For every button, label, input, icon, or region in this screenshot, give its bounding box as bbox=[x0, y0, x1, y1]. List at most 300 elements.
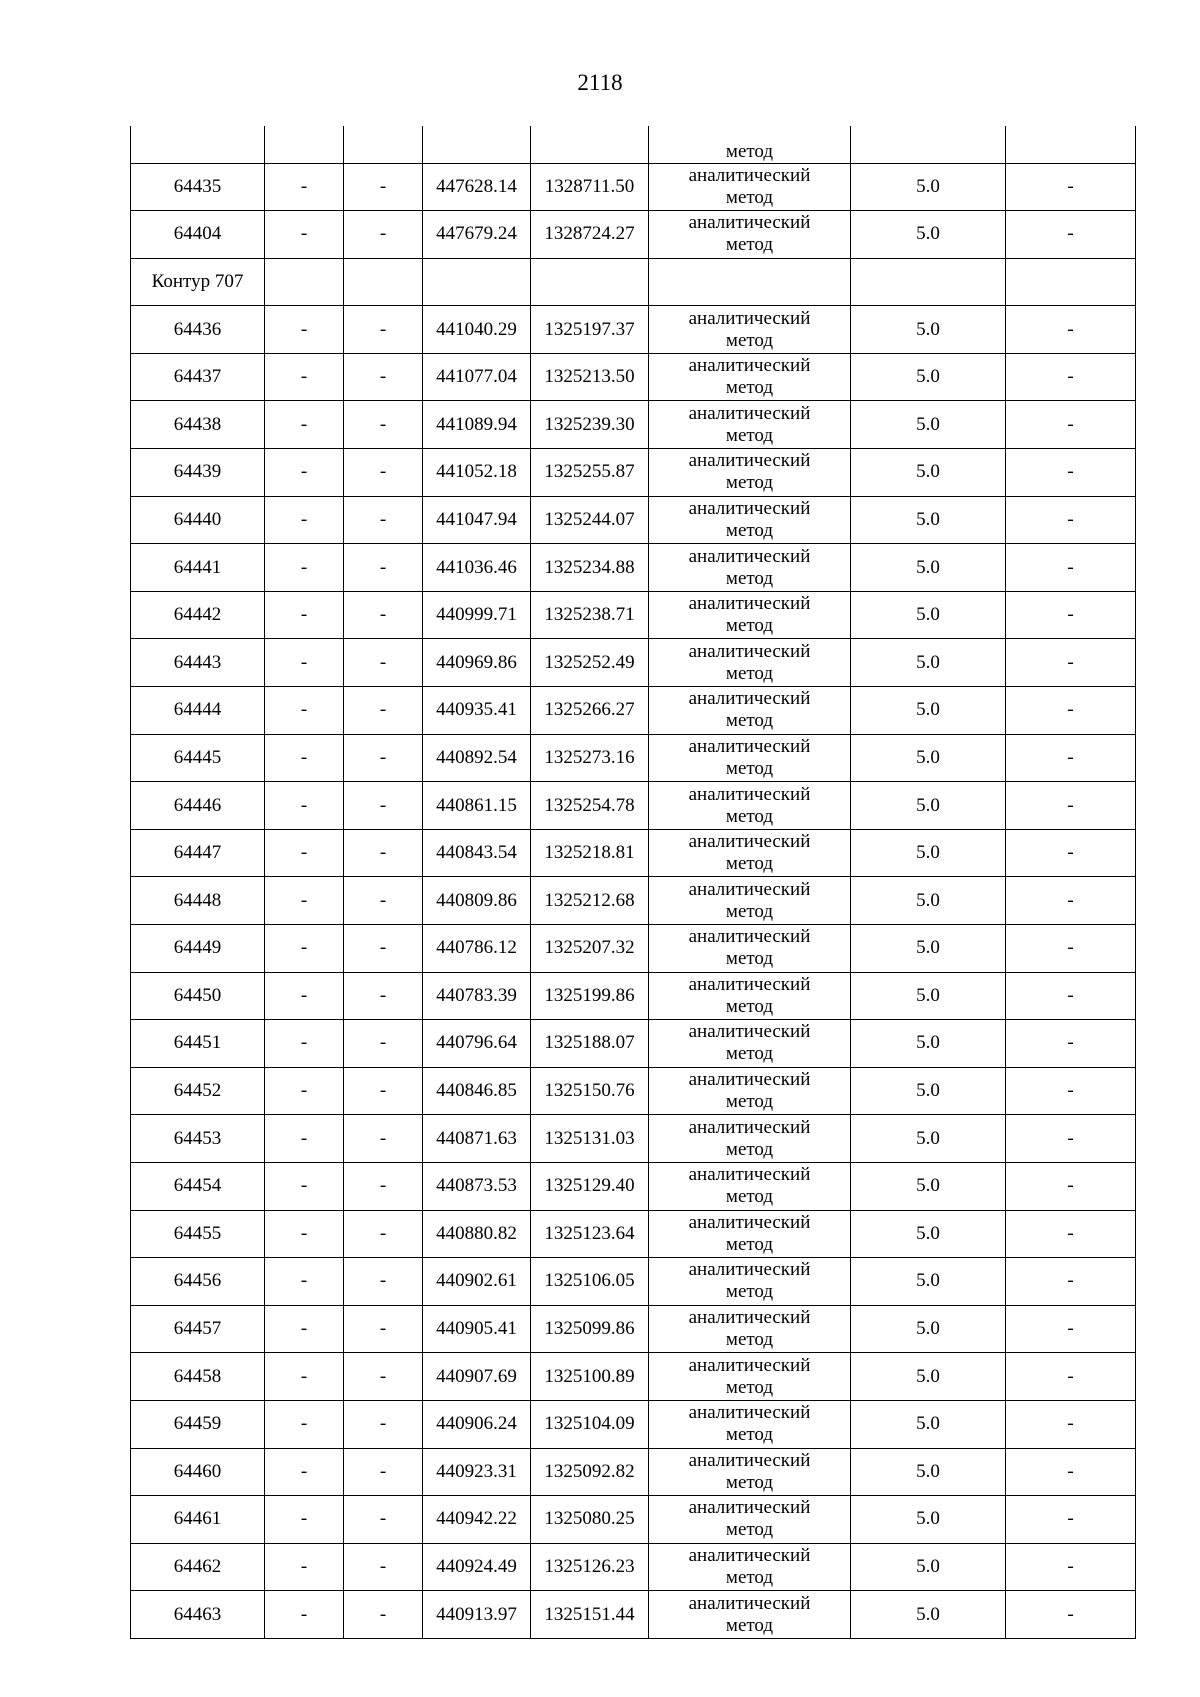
x-coordinate-cell: 440935.41 bbox=[423, 687, 531, 735]
table-cell: - bbox=[265, 1400, 344, 1448]
point-id-cell: 64461 bbox=[131, 1496, 265, 1544]
method-cell bbox=[649, 1210, 851, 1258]
x-coordinate-cell: 440871.63 bbox=[423, 1115, 531, 1163]
table-cell: - bbox=[344, 496, 423, 544]
method-line-2: метод bbox=[725, 615, 774, 637]
method-line-1: аналитический bbox=[688, 1592, 811, 1614]
table-row bbox=[131, 1020, 1136, 1068]
table-cell: - bbox=[265, 544, 344, 592]
y-coordinate-cell: 1325239.30 bbox=[531, 401, 649, 449]
table-cell bbox=[649, 258, 851, 306]
x-coordinate-cell: 447679.24 bbox=[423, 211, 531, 259]
y-coordinate-cell: 1325150.76 bbox=[531, 1067, 649, 1115]
x-coordinate-cell: 440924.49 bbox=[423, 1543, 531, 1591]
table-cell: - bbox=[344, 1543, 423, 1591]
method-line-2: метод bbox=[725, 757, 774, 779]
method-line-1: аналитический bbox=[688, 1449, 811, 1471]
table-cell: - bbox=[1006, 1496, 1136, 1544]
table-cell: - bbox=[265, 401, 344, 449]
table-cell: - bbox=[265, 972, 344, 1020]
table-cell: - bbox=[265, 1591, 344, 1639]
table-cell: - bbox=[344, 877, 423, 925]
table-cell: - bbox=[344, 544, 423, 592]
y-coordinate-cell: 1325199.86 bbox=[531, 972, 649, 1020]
table-cell bbox=[344, 126, 423, 163]
x-coordinate-cell: 440846.85 bbox=[423, 1067, 531, 1115]
method-line-1: аналитический bbox=[688, 1211, 811, 1233]
precision-cell: 5.0 bbox=[851, 877, 1006, 925]
method-line-2: метод bbox=[725, 1329, 774, 1351]
x-coordinate-cell: 440809.86 bbox=[423, 877, 531, 925]
table-row bbox=[131, 496, 1136, 544]
method-cell bbox=[649, 925, 851, 973]
y-coordinate-cell: 1325254.78 bbox=[531, 782, 649, 830]
precision-cell: 5.0 bbox=[851, 1305, 1006, 1353]
table-cell: - bbox=[1006, 1020, 1136, 1068]
x-coordinate-cell: 441077.04 bbox=[423, 353, 531, 401]
table-cell: - bbox=[344, 972, 423, 1020]
method-line-1: аналитический bbox=[688, 450, 811, 472]
table-cell bbox=[1006, 258, 1136, 306]
y-coordinate-cell: 1325100.89 bbox=[531, 1353, 649, 1401]
method-line-2: метод bbox=[725, 1281, 774, 1303]
table-cell: - bbox=[344, 591, 423, 639]
y-coordinate-cell: 1325218.81 bbox=[531, 829, 649, 877]
method-line-2: метод bbox=[725, 1091, 774, 1113]
table-row bbox=[131, 1400, 1136, 1448]
x-coordinate-cell: 441040.29 bbox=[423, 306, 531, 354]
table-cell: - bbox=[344, 163, 423, 211]
method-cell bbox=[649, 1162, 851, 1210]
method-line-1: аналитический bbox=[688, 355, 811, 377]
precision-cell: 5.0 bbox=[851, 1210, 1006, 1258]
method-line-2: метод bbox=[725, 519, 774, 541]
table-cell: - bbox=[265, 449, 344, 497]
table-cell: - bbox=[1006, 1305, 1136, 1353]
method-cell bbox=[649, 544, 851, 592]
precision-cell: 5.0 bbox=[851, 163, 1006, 211]
table-cell: - bbox=[1006, 1067, 1136, 1115]
y-coordinate-cell: 1325188.07 bbox=[531, 1020, 649, 1068]
method-line-2: метод bbox=[725, 1614, 774, 1636]
table-row bbox=[131, 925, 1136, 973]
point-id-cell: 64435 bbox=[131, 163, 265, 211]
method-line-1: аналитический bbox=[688, 783, 811, 805]
method-line-2: метод bbox=[725, 853, 774, 875]
table-cell: - bbox=[1006, 1353, 1136, 1401]
y-coordinate-cell: 1325151.44 bbox=[531, 1591, 649, 1639]
method-line-2: метод bbox=[725, 662, 774, 684]
x-coordinate-cell: 441089.94 bbox=[423, 401, 531, 449]
table-row bbox=[131, 1448, 1136, 1496]
table-cell: - bbox=[1006, 496, 1136, 544]
x-coordinate-cell: 440880.82 bbox=[423, 1210, 531, 1258]
x-coordinate-cell: 440906.24 bbox=[423, 1400, 531, 1448]
method-line-1: аналитический bbox=[688, 307, 811, 329]
table-cell: - bbox=[265, 782, 344, 830]
method-line-2: метод bbox=[725, 1186, 774, 1208]
table-cell: - bbox=[344, 1353, 423, 1401]
table-row bbox=[131, 353, 1136, 401]
method-cell bbox=[649, 1543, 851, 1591]
y-coordinate-cell: 1325129.40 bbox=[531, 1162, 649, 1210]
y-coordinate-cell: 1325099.86 bbox=[531, 1305, 649, 1353]
method-cell bbox=[649, 353, 851, 401]
x-coordinate-cell: 441036.46 bbox=[423, 544, 531, 592]
method-cell bbox=[649, 1020, 851, 1068]
y-coordinate-cell: 1325238.71 bbox=[531, 591, 649, 639]
table-cell bbox=[423, 126, 531, 163]
table-cell: - bbox=[265, 687, 344, 735]
point-id-cell: 64444 bbox=[131, 687, 265, 735]
table-body bbox=[131, 126, 1136, 1638]
x-coordinate-cell: 440942.22 bbox=[423, 1496, 531, 1544]
table-row bbox=[131, 211, 1136, 259]
precision-cell: 5.0 bbox=[851, 1162, 1006, 1210]
table-cell: - bbox=[265, 496, 344, 544]
table-row bbox=[131, 306, 1136, 354]
method-line-1: аналитический bbox=[688, 1021, 811, 1043]
table-cell: - bbox=[1006, 1400, 1136, 1448]
method-line-1: аналитический bbox=[688, 1402, 811, 1424]
y-coordinate-cell: 1325123.64 bbox=[531, 1210, 649, 1258]
method-cell bbox=[649, 591, 851, 639]
method-cell bbox=[649, 972, 851, 1020]
method-line-1: аналитический bbox=[688, 1307, 811, 1329]
method-line-1: аналитический bbox=[688, 545, 811, 567]
precision-cell: 5.0 bbox=[851, 972, 1006, 1020]
method-line-2: метод bbox=[725, 1424, 774, 1446]
x-coordinate-cell: 440873.53 bbox=[423, 1162, 531, 1210]
method-line-1: аналитический bbox=[688, 593, 811, 615]
table-cell: - bbox=[344, 1400, 423, 1448]
point-id-cell: 64404 bbox=[131, 211, 265, 259]
point-id-cell: 64443 bbox=[131, 639, 265, 687]
table-cell: - bbox=[344, 1020, 423, 1068]
method-line-2: метод bbox=[725, 1043, 774, 1065]
method-line-2: метод bbox=[725, 186, 774, 208]
y-coordinate-cell: 1325255.87 bbox=[531, 449, 649, 497]
table-cell: - bbox=[265, 1353, 344, 1401]
point-id-cell: 64451 bbox=[131, 1020, 265, 1068]
y-coordinate-cell: 1325266.27 bbox=[531, 687, 649, 735]
table-cell: - bbox=[1006, 353, 1136, 401]
table-cell: - bbox=[1006, 687, 1136, 735]
table-cell: - bbox=[265, 829, 344, 877]
table-cell: - bbox=[1006, 591, 1136, 639]
method-line-1: аналитический bbox=[688, 973, 811, 995]
table-cell: - bbox=[1006, 306, 1136, 354]
y-coordinate-cell: 1325207.32 bbox=[531, 925, 649, 973]
precision-cell: 5.0 bbox=[851, 925, 1006, 973]
x-coordinate-cell: 440902.61 bbox=[423, 1258, 531, 1306]
table-cell bbox=[265, 126, 344, 163]
table-cell: - bbox=[1006, 877, 1136, 925]
method-line-1: аналитический bbox=[688, 1069, 811, 1091]
x-coordinate-cell: 441052.18 bbox=[423, 449, 531, 497]
method-line-2: метод bbox=[725, 377, 774, 399]
point-id-cell: 64442 bbox=[131, 591, 265, 639]
precision-cell: 5.0 bbox=[851, 1543, 1006, 1591]
contour-label: Контур 707 bbox=[131, 258, 265, 306]
precision-cell: 5.0 bbox=[851, 1400, 1006, 1448]
y-coordinate-cell: 1325197.37 bbox=[531, 306, 649, 354]
table-row bbox=[131, 782, 1136, 830]
y-coordinate-cell: 1325212.68 bbox=[531, 877, 649, 925]
point-id-cell: 64439 bbox=[131, 449, 265, 497]
table-row bbox=[131, 1543, 1136, 1591]
table-cell: - bbox=[265, 734, 344, 782]
table-cell: - bbox=[1006, 1258, 1136, 1306]
table-cell: - bbox=[265, 1115, 344, 1163]
table-row bbox=[131, 1162, 1136, 1210]
y-coordinate-cell: 1325104.09 bbox=[531, 1400, 649, 1448]
method-line-2: метод bbox=[725, 805, 774, 827]
table-cell: - bbox=[1006, 1448, 1136, 1496]
precision-cell: 5.0 bbox=[851, 1067, 1006, 1115]
point-id-cell: 64437 bbox=[131, 353, 265, 401]
table-row bbox=[131, 1258, 1136, 1306]
point-id-cell: 64447 bbox=[131, 829, 265, 877]
method-cell bbox=[649, 1496, 851, 1544]
method-line-2: метод bbox=[725, 948, 774, 970]
y-coordinate-cell: 1328724.27 bbox=[531, 211, 649, 259]
method-line-2: метод bbox=[725, 1376, 774, 1398]
method-line-1: аналитический bbox=[688, 1354, 811, 1376]
table-cell: - bbox=[344, 1305, 423, 1353]
point-id-cell: 64440 bbox=[131, 496, 265, 544]
method-line-1: аналитический bbox=[688, 164, 811, 186]
table-cell: - bbox=[265, 1162, 344, 1210]
point-id-cell: 64457 bbox=[131, 1305, 265, 1353]
point-id-cell: 64441 bbox=[131, 544, 265, 592]
table-cell: - bbox=[1006, 1162, 1136, 1210]
table-cell: - bbox=[265, 211, 344, 259]
table-cell: - bbox=[265, 1020, 344, 1068]
table-row bbox=[131, 829, 1136, 877]
table-cell bbox=[851, 126, 1006, 163]
method-line-2: метод bbox=[725, 234, 774, 256]
y-coordinate-cell: 1325252.49 bbox=[531, 639, 649, 687]
table-cell: - bbox=[265, 353, 344, 401]
method-line-2: метод bbox=[725, 472, 774, 494]
method-line-1: аналитический bbox=[688, 497, 811, 519]
point-id-cell: 64458 bbox=[131, 1353, 265, 1401]
point-id-cell: 64436 bbox=[131, 306, 265, 354]
method-cell bbox=[649, 1305, 851, 1353]
method-line-1: аналитический bbox=[688, 212, 811, 234]
point-id-cell: 64449 bbox=[131, 925, 265, 973]
table-row bbox=[131, 877, 1136, 925]
table-cell bbox=[423, 258, 531, 306]
method-line-2: метод bbox=[725, 1567, 774, 1589]
method-cell bbox=[649, 496, 851, 544]
table-cell bbox=[851, 258, 1006, 306]
method-line-2: метод bbox=[725, 710, 774, 732]
x-coordinate-cell: 440783.39 bbox=[423, 972, 531, 1020]
table-cell: - bbox=[1006, 401, 1136, 449]
table-row bbox=[131, 1353, 1136, 1401]
precision-cell: 5.0 bbox=[851, 1258, 1006, 1306]
x-coordinate-cell: 440892.54 bbox=[423, 734, 531, 782]
method-cell bbox=[649, 163, 851, 211]
table-cell: - bbox=[265, 1258, 344, 1306]
precision-cell: 5.0 bbox=[851, 782, 1006, 830]
table-cell bbox=[1006, 126, 1136, 163]
y-coordinate-cell: 1325126.23 bbox=[531, 1543, 649, 1591]
table-row bbox=[131, 1210, 1136, 1258]
contour-row bbox=[131, 258, 1136, 306]
precision-cell: 5.0 bbox=[851, 353, 1006, 401]
table-row bbox=[131, 687, 1136, 735]
method-line-2: метод bbox=[725, 1233, 774, 1255]
table-cell: - bbox=[1006, 829, 1136, 877]
method-cell bbox=[649, 1353, 851, 1401]
table-cell: - bbox=[344, 829, 423, 877]
x-coordinate-cell: 440796.64 bbox=[423, 1020, 531, 1068]
table-row bbox=[131, 734, 1136, 782]
x-coordinate-cell: 447628.14 bbox=[423, 163, 531, 211]
table-row bbox=[131, 544, 1136, 592]
point-id-cell: 64438 bbox=[131, 401, 265, 449]
table-cell: - bbox=[1006, 449, 1136, 497]
precision-cell: 5.0 bbox=[851, 1353, 1006, 1401]
method-cell bbox=[649, 1258, 851, 1306]
continued-row bbox=[131, 126, 1136, 163]
method-line-1: аналитический bbox=[688, 688, 811, 710]
precision-cell: 5.0 bbox=[851, 1591, 1006, 1639]
table-cell: - bbox=[344, 782, 423, 830]
precision-cell: 5.0 bbox=[851, 544, 1006, 592]
table-row bbox=[131, 1591, 1136, 1639]
precision-cell: 5.0 bbox=[851, 1020, 1006, 1068]
method-line-2: метод bbox=[725, 900, 774, 922]
point-id-cell: 64459 bbox=[131, 1400, 265, 1448]
method-line-1: аналитический bbox=[688, 1259, 811, 1281]
method-line-2: метод bbox=[725, 995, 774, 1017]
table-cell: - bbox=[344, 211, 423, 259]
method-line-2: метод bbox=[725, 329, 774, 351]
table-cell: - bbox=[344, 687, 423, 735]
table-cell: - bbox=[265, 1496, 344, 1544]
precision-cell: 5.0 bbox=[851, 1115, 1006, 1163]
point-id-cell: 64455 bbox=[131, 1210, 265, 1258]
method-line-1: аналитический bbox=[688, 1116, 811, 1138]
method-line-1: аналитический bbox=[688, 1545, 811, 1567]
method-cell bbox=[649, 1067, 851, 1115]
method-cell bbox=[649, 1591, 851, 1639]
point-id-cell: 64454 bbox=[131, 1162, 265, 1210]
method-cell bbox=[649, 782, 851, 830]
point-id-cell: 64460 bbox=[131, 1448, 265, 1496]
precision-cell: 5.0 bbox=[851, 401, 1006, 449]
table-cell bbox=[531, 258, 649, 306]
method-line-1: аналитический bbox=[688, 831, 811, 853]
table-row bbox=[131, 1305, 1136, 1353]
table-row bbox=[131, 1067, 1136, 1115]
y-coordinate-cell: 1325080.25 bbox=[531, 1496, 649, 1544]
table-cell: - bbox=[344, 1448, 423, 1496]
y-coordinate-cell: 1325234.88 bbox=[531, 544, 649, 592]
precision-cell: 5.0 bbox=[851, 829, 1006, 877]
table-cell: - bbox=[265, 639, 344, 687]
table-row bbox=[131, 639, 1136, 687]
precision-cell: 5.0 bbox=[851, 306, 1006, 354]
y-coordinate-cell: 1325244.07 bbox=[531, 496, 649, 544]
point-id-cell: 64450 bbox=[131, 972, 265, 1020]
method-cell bbox=[649, 687, 851, 735]
method-cell: метод bbox=[649, 126, 851, 163]
point-id-cell: 64453 bbox=[131, 1115, 265, 1163]
table-cell: - bbox=[1006, 925, 1136, 973]
table-cell: - bbox=[344, 639, 423, 687]
table-cell: - bbox=[344, 925, 423, 973]
x-coordinate-cell: 440786.12 bbox=[423, 925, 531, 973]
table-cell: - bbox=[344, 1591, 423, 1639]
x-coordinate-cell: 440969.86 bbox=[423, 639, 531, 687]
x-coordinate-cell: 441047.94 bbox=[423, 496, 531, 544]
table-cell: - bbox=[1006, 1591, 1136, 1639]
table-cell bbox=[531, 126, 649, 163]
point-id-cell: 64448 bbox=[131, 877, 265, 925]
method-line-2: метод bbox=[725, 1519, 774, 1541]
table-row bbox=[131, 401, 1136, 449]
coordinates-table bbox=[130, 126, 1136, 1639]
table-cell: - bbox=[344, 1067, 423, 1115]
table-cell: - bbox=[344, 1162, 423, 1210]
method-cell bbox=[649, 734, 851, 782]
method-cell bbox=[649, 829, 851, 877]
table-row bbox=[131, 972, 1136, 1020]
point-id-cell: 64446 bbox=[131, 782, 265, 830]
table-cell: - bbox=[1006, 1115, 1136, 1163]
table-cell: - bbox=[265, 1543, 344, 1591]
method-line-2: метод bbox=[725, 567, 774, 589]
precision-cell: 5.0 bbox=[851, 639, 1006, 687]
table-cell: - bbox=[344, 353, 423, 401]
method-line-1: аналитический bbox=[688, 402, 811, 424]
method-line-2: метод bbox=[725, 424, 774, 446]
table-cell: - bbox=[1006, 163, 1136, 211]
table-cell: - bbox=[344, 734, 423, 782]
method-cell bbox=[649, 211, 851, 259]
precision-cell: 5.0 bbox=[851, 1448, 1006, 1496]
table-cell: - bbox=[1006, 734, 1136, 782]
method-line-1: аналитический bbox=[688, 1164, 811, 1186]
table-cell: - bbox=[265, 1305, 344, 1353]
method-line-2: метод bbox=[725, 1138, 774, 1160]
table-cell bbox=[265, 258, 344, 306]
method-cell bbox=[649, 1400, 851, 1448]
method-cell bbox=[649, 306, 851, 354]
page-number: 2118 bbox=[577, 70, 623, 95]
method-cell bbox=[649, 1115, 851, 1163]
table-cell: - bbox=[265, 1448, 344, 1496]
table-row bbox=[131, 591, 1136, 639]
x-coordinate-cell: 440861.15 bbox=[423, 782, 531, 830]
table-cell: - bbox=[265, 1210, 344, 1258]
precision-cell: 5.0 bbox=[851, 449, 1006, 497]
point-id-cell: 64456 bbox=[131, 1258, 265, 1306]
table-row bbox=[131, 163, 1136, 211]
point-id-cell: 64445 bbox=[131, 734, 265, 782]
table-cell: - bbox=[1006, 544, 1136, 592]
y-coordinate-cell: 1325213.50 bbox=[531, 353, 649, 401]
table-row bbox=[131, 1496, 1136, 1544]
table-cell: - bbox=[344, 449, 423, 497]
table-row bbox=[131, 449, 1136, 497]
table-cell: - bbox=[265, 1067, 344, 1115]
